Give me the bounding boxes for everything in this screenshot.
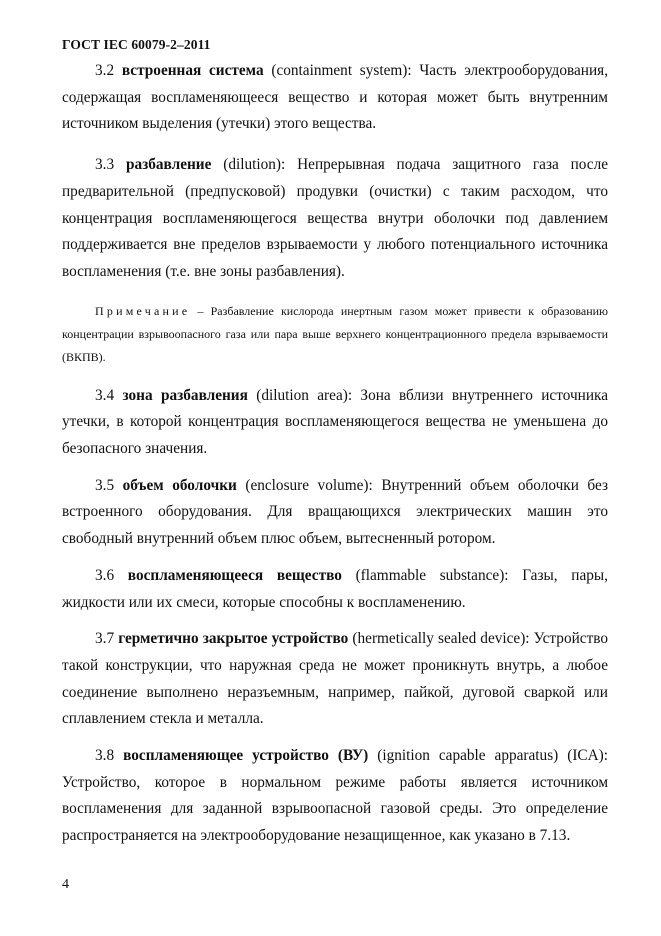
note-label: Примечание xyxy=(95,303,191,318)
definition-text: Внутренний объем оболочки без встроенного оборудования. Для вращающихся электрических машин это свободный внутренний объем плюс объем, вытесненный ротором. xyxy=(62,476,609,548)
definition-number: 3.3 xyxy=(95,156,115,174)
note xyxy=(62,300,608,369)
definition-number: 3.2 xyxy=(95,62,115,79)
definition-text: Устройство, которое в нормальном режиме работы является источником воспламенения для заданной взрывоопасной газовой среды. Это определение распространяется на электрооборудование незащищенное, как указано в 7.13. xyxy=(62,773,608,845)
definition-number: 3.6 xyxy=(95,566,115,584)
document-body xyxy=(62,58,608,850)
definition-3-8 xyxy=(62,743,608,850)
definition-term: герметично закрытое устройство xyxy=(118,630,349,648)
definition-english: (enclosure volume): xyxy=(245,476,373,494)
definition-number: 3.5 xyxy=(95,476,115,494)
definition-term: встроенная система xyxy=(121,62,264,79)
definition-text: Газы, пары, жидкости или их смеси, которые способны к воспламенению. xyxy=(62,566,609,611)
definition-3-2 xyxy=(62,58,608,138)
definition-english: (dilution area): xyxy=(256,386,353,404)
definition-text: Устройство такой конструкции, что наружная среда не может проникнуть внутрь, а любое соединение выполнено неразъемным, например, пайкой, дуговой сваркой или сплавлением стекла и металла. xyxy=(62,630,609,728)
definition-term: воспламеняющееся вещество xyxy=(127,566,342,584)
definition-term: воспламеняющее устройство (ВУ) xyxy=(123,747,369,765)
definition-term: объем оболочки xyxy=(122,476,237,494)
definition-english: (hermetically sealed device): xyxy=(352,630,530,648)
definition-english: (containment system): xyxy=(271,62,412,79)
definition-text: Часть электрооборудования, содержащая воспламеняющееся вещество и которая может быть внутренним источником выделения (утечки) этого вещества. xyxy=(62,62,609,133)
definition-text: Зона вблизи внутреннего источника утечки, в которой концентрация воспламеняющегося вещества не уменьшена до безопасного значения. xyxy=(62,386,609,458)
note-text: Разбавление кислорода инертным газом может привести к образованию концентрации взрывоопасного газа или пара выше верхнего концентрационного предела взрываемости (ВКПВ). xyxy=(62,303,608,364)
document-header: ГОСТ IEC 60079-2–2011 xyxy=(62,37,211,52)
definition-english: (ignition capable apparatus) (ICA): xyxy=(377,747,609,765)
definition-3-4 xyxy=(62,383,608,463)
definition-term: разбавление xyxy=(125,156,212,174)
definition-number: 3.8 xyxy=(95,747,115,765)
definition-number: 3.7 xyxy=(95,630,115,648)
definition-term: зона разбавления xyxy=(122,386,248,404)
page-number: 4 xyxy=(62,877,69,892)
definition-3-6 xyxy=(62,563,608,616)
definition-number: 3.4 xyxy=(95,386,115,404)
definition-3-5 xyxy=(62,473,608,553)
definition-3-3 xyxy=(62,152,608,286)
definition-english: (flammable substance): xyxy=(355,566,509,584)
definition-3-7 xyxy=(62,626,608,733)
definition-english: (dilution): xyxy=(223,156,286,174)
definition-text: Непрерывная подача защитного газа после предварительной (предпусковой) продувки (очистки) с таким расходом, что концентрация воспламеняющегося вещества внутри оболочки под давлением поддерживается вне пределов взрываемости у любого потенциального источника воспламенения (т.е. вне зоны разбавления). xyxy=(62,156,609,280)
note-dash: – xyxy=(197,303,204,318)
